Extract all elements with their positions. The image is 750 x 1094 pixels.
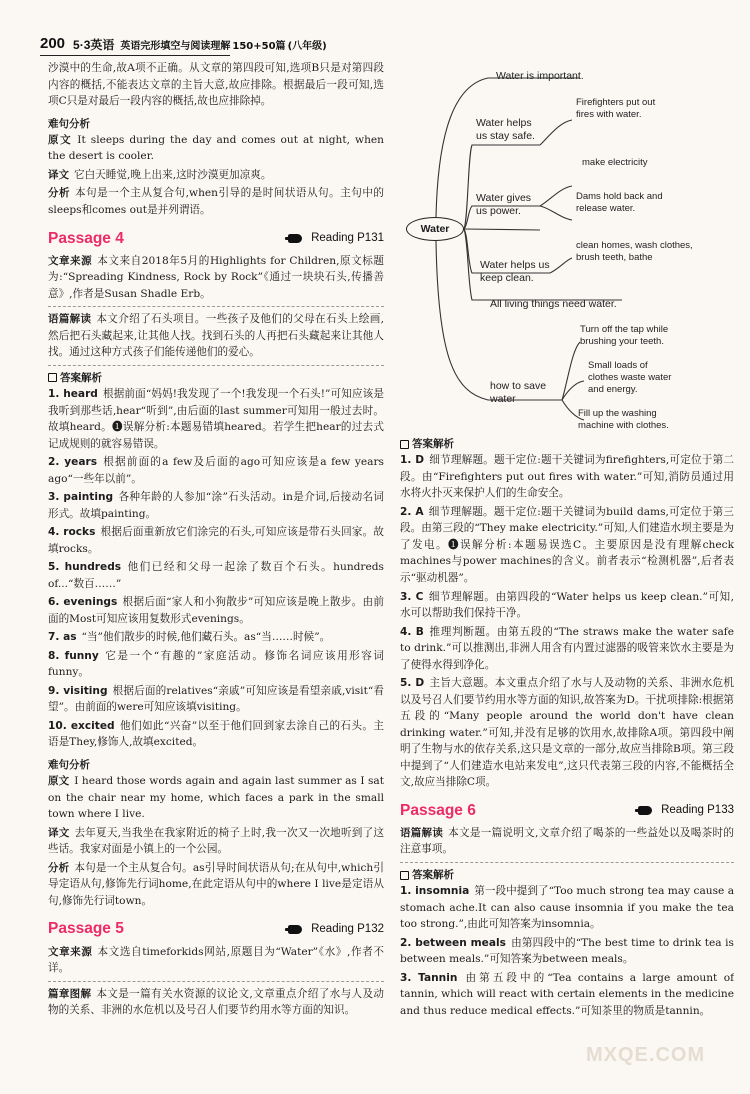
- detail-electricity: make electricity: [582, 157, 648, 168]
- detail-firefighters: Firefighters put out fires with water.: [576, 97, 656, 120]
- hard-sentence-analysis: 分析 本句是一个主从复合句,when引导的是时间状语从句。主句中的sleeps和comes out是并列谓语。: [48, 187, 384, 216]
- branch-important: Water is important.: [496, 70, 584, 82]
- water-mind-map: [400, 60, 734, 430]
- branch-save-water: how to save water: [490, 380, 547, 405]
- branch-living-things: All living things need water.: [490, 298, 617, 310]
- passage6-answers-title: 答案解析: [400, 867, 734, 883]
- detail-small-loads: Small loads of clothes waste water and energy.: [588, 360, 672, 395]
- dashed-divider: [48, 306, 384, 307]
- hard-sentence-title: 难句分析: [48, 758, 90, 771]
- passage3-intro: 沙漠中的生命,故A项不正确。从文章的第四段可知,选项B只是对第四段内容的概括,不能表达文章的主旨大意,故应排除。根据最后一段可知,选项C只是对最后一段内容的概括,故也应排除掉。: [48, 62, 384, 108]
- book-title: 英语完形填空与阅读理解: [120, 41, 231, 53]
- passage4-answers-title: 答案解析: [48, 370, 384, 386]
- answer-item: 6. evenings 根据后面“家人和小狗散步”可知应该是晚上散步。由前面的Most可知应该用复数形式evenings。: [48, 596, 384, 625]
- passage5-heading: [48, 917, 384, 941]
- detail-washing-machine: Fill up the washing machine with clothes.: [578, 408, 669, 431]
- brand-name: 5·3英语: [73, 38, 115, 53]
- lock-icon: [400, 440, 409, 449]
- page-number: 200: [40, 34, 66, 52]
- answer-item: 3. painting 各种年龄的人参加“涂”石头活动。in是介词,后接动名词形式。故填painting。: [48, 491, 384, 520]
- detail-clean-homes: clean homes, wash clothes, brush teeth, bathe: [576, 240, 693, 263]
- hard-sentence-title: 难句分析: [48, 117, 90, 130]
- answer-item: 8. funny 它是一个“有趣的”家庭活动。修饰名词应该用形容词funny。: [48, 649, 384, 679]
- book-count: 150+50篇: [232, 41, 286, 53]
- passage6-heading: [400, 799, 734, 823]
- answer-item: 7. as “当”他们散步的时候,他们藏石头。as“当……时候”。: [48, 631, 331, 644]
- detail-turn-off-tap: Turn off the tap while brushing your teeth.: [580, 324, 669, 347]
- answer-item: 1. D 细节理解题。题干定位:题干关键词为firefighters,可定位于第二段。由“Firefighters put out fires with water.”可知,消防员通过用水将火扑灭来保护人们的生命安全。: [400, 454, 734, 500]
- lock-icon: [400, 871, 409, 880]
- hard-sentence-original: 原文 It sleeps during the day and comes out at night, when the desert is cooler.: [48, 133, 384, 163]
- passage6-summary: 语篇解读 本文是一篇说明文,文章介绍了喝茶的一些益处以及喝茶时的注意事项。: [400, 826, 734, 856]
- hard-sentence-original: 原文 I heard those words again and again last summer as I sat on the chair near my home, which faces a park in the small town where I live.: [48, 775, 384, 821]
- passage5-source: 文章来源 本文选自timeforkids网站,原题目为“Water”《水》,作者不详。: [48, 945, 384, 975]
- hard-sentence-translation: 译文 去年夏天,当我坐在我家附近的椅子上时,我一次又一次地听到了这些话。我家对面是小镇上的一个公园。: [48, 826, 384, 856]
- passage5-summary: 篇章图解 本文是一篇有关水资源的议论文,文章重点介绍了水与人及动物的关系、非洲的水危机以及号召人们要节约用水等方面的知识。: [48, 987, 384, 1017]
- answer-item: 1. insomnia 第一段中提到了“Too much strong tea may cause a stomach ache.It can also cause insomnia if you make the tea too strong.”,由此可知答案为insomnia。: [400, 885, 734, 931]
- header-divider: [40, 55, 230, 56]
- passage5-title: Passage 5: [48, 920, 124, 938]
- answer-item: 2. years 根据前面的a few及后面的ago可知应该是a few years ago“一些年以前”。: [48, 456, 384, 485]
- dashed-divider: [400, 862, 734, 863]
- pointing-hand-icon: [288, 234, 302, 243]
- answer-item: 4. rocks 根据后面重新放它们涂完的石头,可知应该是带石头回家。故填rocks。: [48, 526, 384, 555]
- right-column: [400, 60, 734, 1076]
- passage6-reading-ref: Reading P133: [638, 802, 734, 820]
- branch-keep-clean: Water helps us keep clean.: [480, 259, 550, 284]
- answer-item: 1. heard 根据前面“妈妈!我发现了一个!我发现一个石头!”可知应该是我听到那些话,hear“听到”,由后面的last summer可知用一般过去时。故填heard。❶误解分析:本题易错填heared。若学生把hear的过去式记成规则的就容易错误。: [48, 388, 384, 450]
- mind-map-center: Water: [406, 217, 464, 241]
- hard-sentence-translation: 译文 它白天睡觉,晚上出来,这时沙漠更加凉爽。: [48, 168, 272, 181]
- hard-sentence-analysis: 分析 本句是一个主从复合句。as引导时间状语从句;在从句中,which引导定语从句,修饰先行词home,在此定语从句中的where I live是定语从句,修饰先行词town。: [48, 861, 384, 907]
- answer-item: 2. between meals 由第四段中的“The best time to drink tea is between meals.”可知答案为between meals。: [400, 936, 734, 966]
- passage4-reading-ref: Reading P131: [288, 230, 384, 248]
- passage5-answers-title: 答案解析: [400, 436, 734, 452]
- answer-item: 10. excited 他们如此“兴奋”以至于他们回到家去涂自己的石头。主语是They,修饰人,故填excited。: [48, 719, 384, 749]
- book-grade: (八年级): [287, 41, 327, 53]
- pointing-hand-icon: [288, 925, 302, 934]
- branch-stay-safe: Water helps us stay safe.: [476, 117, 535, 142]
- watermark: MXQE.COM: [586, 1044, 706, 1066]
- passage6-title: Passage 6: [400, 801, 476, 819]
- lock-icon: [48, 373, 57, 382]
- answer-item: 5. D 主旨大意题。本文重点介绍了水与人及动物的关系、非洲水危机以及号召人们要节约用水等方面的知识,故答案为D。干扰项排除:根据第五段的“Many people around the world don't have clean drinking water.”可知,并没有足够的饮用水,故排除A项。第四段中阐明了生物与水的依存关系,这只是文章的一部分,故应当排除B项。第三段中提到了“人们建造水电站来发电”,这只代表第三段的内容,不能概括全文,故应当排除C项。: [400, 677, 734, 789]
- answer-item: 3. Tannin 由第五段中的“Tea contains a large amount of tannin, which will react with certain elements in the medicine and thus reduce medical effects.”可知茶里的物质是tannin。: [400, 971, 734, 1017]
- passage4-title: Passage 4: [48, 229, 124, 247]
- passage4-heading: [48, 227, 384, 251]
- passage4-summary: 语篇解读 本文介绍了石头项目。一些孩子及他们的父母在石头上绘画,然后把石头藏起来,让其他人找。找到石头的人再把石头藏起来让其他人找。通过这种方式孩子们能传递他们的爱心。: [48, 313, 384, 359]
- answer-item: 4. B 推理判断题。由第五段的“The straws make the water safe to drink.”可以推测出,非洲人用含有内置过滤器的吸管来饮水主要是为了使得水得到净化。: [400, 625, 734, 671]
- left-column: [48, 60, 384, 1076]
- dashed-divider: [48, 365, 384, 366]
- answer-item: 9. visiting 根据后面的relatives“亲戚”可知应该是看望亲戚,visit“看望”。由前面的were可知应该填visiting。: [48, 684, 384, 714]
- answer-item: 5. hundreds 他们已经和父母一起涂了数百个石头。hundreds of...“数百……”: [48, 561, 384, 590]
- pointing-hand-icon: [638, 806, 652, 815]
- passage6-answer-list: [400, 883, 734, 1019]
- branch-power: Water gives us power.: [476, 192, 532, 217]
- dashed-divider: [48, 981, 384, 982]
- passage4-source: 文章来源 本文来自2018年5月的Highlights for Children,原文标题为:“Spreading Kindness, Rock by Rock”《通过一块块石头,传播善意》,作者是Susan Shadle Erb。: [48, 254, 384, 300]
- page-header: [40, 31, 720, 55]
- passage5-reading-ref: Reading P132: [288, 921, 384, 939]
- detail-dams: Dams hold back and release water.: [576, 191, 663, 214]
- passage5-answer-list: [400, 452, 734, 790]
- answer-item: 2. A 细节理解题。题干定位:题干关键词为build dams,可定位于第三段。由第三段的“They make electricity.”可知,人们建造水坝主要是为了发电。❶误解分析:本题易误选C。主要原因是没有理解check machines与power machines的含义。前者表示“检测机器”,后者表示“驱动机器”。: [400, 505, 734, 584]
- answer-item: 3. C 细节理解题。由第四段的“Water helps us keep clean.”可知,水可以帮助我们保持干净。: [400, 590, 734, 620]
- passage4-answer-list: [48, 386, 384, 751]
